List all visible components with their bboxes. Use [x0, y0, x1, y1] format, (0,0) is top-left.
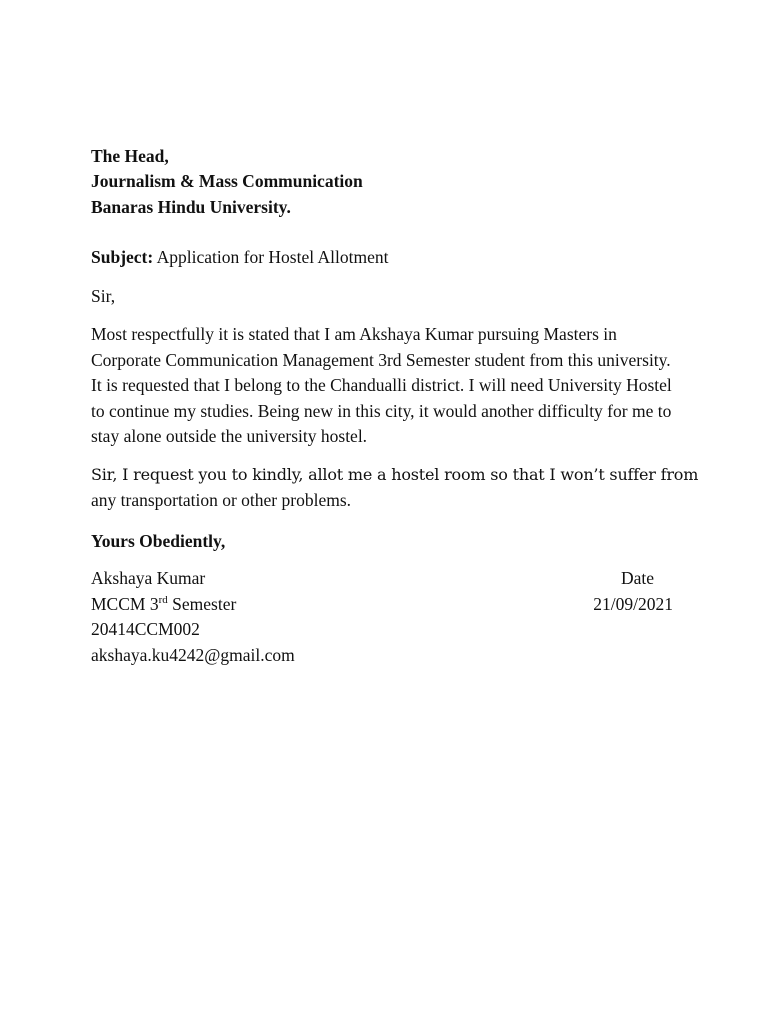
- body-paragraph-2-line-1: Sir, I request you to kindly, allot me a hostel room so that I won’t suffer from: [91, 465, 699, 484]
- recipient-line-3: Banaras Hindu University.: [91, 197, 291, 217]
- body-paragraph-2: [91, 462, 699, 513]
- sender-course-sup: rd: [158, 593, 168, 606]
- date-block: [593, 566, 673, 617]
- sender-course-prefix: MCCM 3: [91, 593, 159, 614]
- sender-course-suffix: Semester: [167, 593, 237, 614]
- recipient-line-2: Journalism & Mass Communication: [91, 171, 363, 191]
- sender-course: [91, 592, 295, 618]
- body-paragraph-2-line-2: any transportation or other problems.: [91, 489, 352, 510]
- date-label: Date: [620, 568, 654, 588]
- date-value: 21/09/2021: [593, 593, 673, 614]
- sender-block: [91, 566, 295, 668]
- sender-name: Akshaya Kumar: [91, 568, 206, 588]
- sender-email: akshaya.ku4242@gmail.com: [91, 644, 295, 665]
- subject-line: [91, 244, 388, 270]
- recipient-line-1: The Head,: [91, 146, 169, 166]
- body-paragraph-1: Most respectfully it is stated that I am Akshaya Kumar pursuing Masters in Corporate Communication Management 3rd Semester student from this university. It is requested that I belong to the Chandualli district. I will need University Hostel to continue my studies. Being new in this city, it would another difficulty for me to stay alone outside the university hostel.: [91, 324, 672, 447]
- closing: Yours Obediently,: [91, 531, 226, 551]
- subject-text: Application for Hostel Allotment: [153, 247, 389, 267]
- subject-label: Subject:: [91, 247, 154, 267]
- sender-roll-no: 20414CCM002: [91, 619, 200, 640]
- salutation: Sir,: [91, 286, 116, 306]
